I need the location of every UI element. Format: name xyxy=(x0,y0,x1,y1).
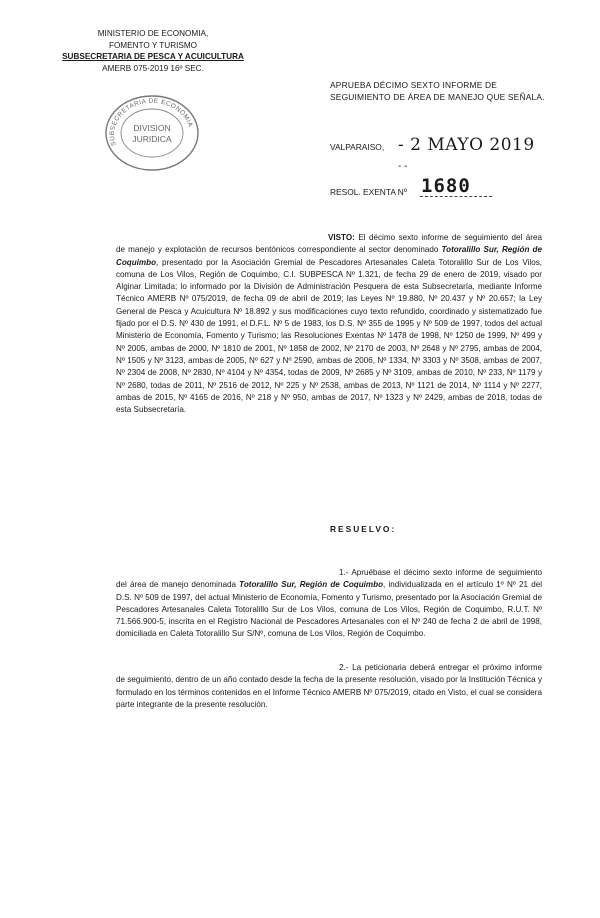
stamp-juridica: JURIDICA xyxy=(132,134,172,144)
resolution-point-2 xyxy=(116,662,542,711)
resolution-label: RESOL. EXENTA Nº xyxy=(330,187,407,197)
subject-line-1: APRUEBA DÉCIMO SEXTO INFORME DE xyxy=(330,80,498,90)
point-1-text-b: , individualizada en el artículo 1º Nº 21 del D.S. Nº 509 de 1997, del actual Ministerio de Economía, Fomento y Turismo, presentado por la Asociación Gremial de Pescadores Artesanales Caleta Totoralillo Sur de Los Vilos, comuna de Los Vilos, Región de Coquimbo, R.U.T. Nº 71.566.900-5, inscrita en el Registro Nacional de Pescadores Artesanales con el Nº 240 de fecha 2 de abril de 1998, domiciliada en Caleta Totoralillo Sur S/Nº, comuna de Los Vilos, Región de Coquimbo. xyxy=(116,580,542,639)
resolution-number-underline xyxy=(420,196,492,197)
point-2-number: 2.- xyxy=(339,663,349,672)
ministry-header xyxy=(58,28,248,74)
visto-text-b: , presentado por la Asociación Gremial de Pescadores Artesanales Caleta Totoralillo Sur de Los Vilos, comuna de Los Vilos, Región de Coquimbo, C.I. SUBPESCA Nº 1.321, de fecha 29 de enero de 2019, visado por Alginar Limitada; lo informado por la División de Administración Pesquera de esta Subsecretaría, mediante Informe Técnico AMERB Nº 075/2019, de fecha 09 de abril de 2019; las Leyes Nº 19.880, Nº 20.437 y Nº 20.657; la Ley General de Pesca y Acuicultura Nº 18.892 y sus modificaciones cuyo texto refundido, coordinado y sistematizado fue fijado por el D.S. Nº 430 de 1991, el D.F.L. Nº 5 de 1983, los D.S. Nº 355 de 1995 y Nº 509 de 1997, todos del actual Ministerio de Economía, Fomento y Turismo; las Resoluciones Exentas Nº 1478 de 1998, Nº 1250 de 1999, Nº 499 y Nº 2005, ambas de 2000, Nº 1810 de 2001, Nº 1858 de 2002, Nº 2170 de 2003, Nº 2648 y Nº 2795, ambas de 2004, Nº 1505 y Nº 3123, ambas de 2005, Nº 627 y Nº 2590, ambas de 2006, Nº 1334, Nº 3303 y Nº 3508, ambas de 2007, Nº 2304 de 2008, Nº 2830, Nº 4104 y Nº 4354, todas de 2009, Nº 2685 y Nº 3109, ambas de 2010, Nº 233, Nº 1179 y Nº 2680, todas de 2011, Nº 2516 de 2012, Nº 225 y Nº 2538, ambas de 2013, Nº 1121 de 2014, Nº 1114 y Nº 2277, ambas de 2015, Nº 4165 de 2016, Nº 218 y Nº 950, ambas de 2017, Nº 1323 y Nº 2429, ambas de 2018, todas de esta Subsecretaría. xyxy=(116,257,542,415)
resuelvo-heading: RESUELVO: xyxy=(330,524,397,534)
point-1-text-a: Apruébase el décimo sexto informe de seguimiento del área de manejo denominada xyxy=(116,568,542,590)
point-2-text: La peticionaria deberá entregar el próximo informe de seguimiento, dentro de un año contado desde la fecha de la presente resolución, visado por la Institución Técnica y formulado en los términos contenidos en el Informe Técnico AMERB Nº 075/2019, citado en Visto, el cual se considera parte integrante de la presente resolución. xyxy=(116,663,542,709)
place-label: VALPARAISO, xyxy=(330,142,385,152)
date-dash: - - xyxy=(398,161,408,172)
header-fomento: FOMENTO Y TURISMO xyxy=(108,40,198,50)
point-1-number: 1.- xyxy=(339,568,349,577)
header-subsecretaria: SUBSECRETARIA DE PESCA Y ACUICULTURA xyxy=(62,52,244,61)
division-juridica-stamp xyxy=(103,93,201,173)
stamp-division: DIVISION xyxy=(133,123,171,133)
subject-line-2: SEGUIMIENTO DE ÁREA DE MANEJO QUE SEÑALA. xyxy=(330,92,545,102)
resolution-number: 1680 xyxy=(421,175,471,197)
stamped-date: - 2 MAYO 2019 xyxy=(398,135,535,155)
resolution-subject xyxy=(330,79,558,103)
stamp-ring-text: SUBSECRETARIA DE ECONOMIA xyxy=(108,97,194,147)
visto-area-name: Totoralillo Sur, Región de Coquimbo xyxy=(116,245,543,267)
visto-text-a: El décimo sexto informe de seguimiento del área de manejo y explotación de recursos bentónicos correspondiente al sector denominado xyxy=(116,233,542,255)
visto-paragraph xyxy=(116,232,542,416)
header-reference: AMERB 075-2019 16º SEC. xyxy=(102,63,204,73)
resolution-point-1 xyxy=(116,567,542,641)
header-ministry: MINISTERIO DE ECONOMIA, xyxy=(97,29,209,38)
visto-label: VISTO: xyxy=(328,233,355,242)
point-1-area-name: Totoralillo Sur, Región de Coquimbo xyxy=(239,580,384,590)
